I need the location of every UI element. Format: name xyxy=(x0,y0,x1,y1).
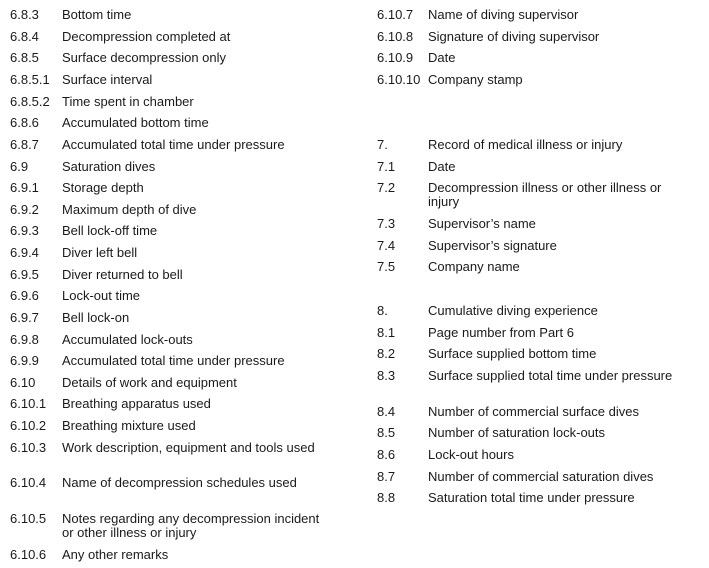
item-text: Bell lock-on xyxy=(62,310,130,325)
item-number: 6.10.7 xyxy=(377,7,414,22)
list-item xyxy=(10,376,324,390)
item-text: Company name xyxy=(428,259,520,274)
list-item xyxy=(377,405,690,419)
item-text: Saturation dives xyxy=(62,159,156,174)
list-item xyxy=(377,181,690,209)
item-number: 6.10.9 xyxy=(377,50,414,65)
item-text: Surface decompression only xyxy=(62,50,227,65)
list-item xyxy=(10,441,324,455)
list-item xyxy=(377,30,690,44)
item-text: Notes regarding any decompression incident or other illness or injury xyxy=(62,511,320,540)
item-number: 6.9.8 xyxy=(10,332,39,347)
item-number: 6.8.5 xyxy=(10,50,39,65)
item-number: 6.9.1 xyxy=(10,180,39,195)
item-number: 6.9.9 xyxy=(10,353,39,368)
list-item xyxy=(377,217,690,231)
item-number: 6.9.5 xyxy=(10,267,39,282)
list-item xyxy=(10,203,324,217)
item-number: 6.8.7 xyxy=(10,137,39,152)
item-number: 6.8.6 xyxy=(10,115,39,130)
item-number: 6.8.5.2 xyxy=(10,94,50,109)
list-item xyxy=(10,548,324,562)
item-text: Lock-out time xyxy=(62,288,141,303)
item-text: Name of decompression schedules used xyxy=(62,475,297,490)
item-number: 7.3 xyxy=(377,216,396,231)
item-text: Diver left bell xyxy=(62,245,138,260)
item-text: Supervisor’s signature xyxy=(428,238,557,253)
item-text: Storage depth xyxy=(62,180,144,195)
item-number: 8.2 xyxy=(377,346,396,361)
item-number: 7.4 xyxy=(377,238,396,253)
list-item xyxy=(377,260,690,274)
item-text: Name of diving supervisor xyxy=(428,7,579,22)
item-text: Time spent in chamber xyxy=(62,94,194,109)
item-number: 8.3 xyxy=(377,368,396,383)
item-number: 8.7 xyxy=(377,469,396,484)
item-number: 6.9.7 xyxy=(10,310,39,325)
item-text: Page number from Part 6 xyxy=(428,325,574,340)
item-text: Maximum depth of dive xyxy=(62,202,197,217)
item-text: Decompression completed at xyxy=(62,29,231,44)
list-item xyxy=(377,138,690,152)
item-number: 6.10.3 xyxy=(10,440,47,455)
list-item xyxy=(10,73,324,87)
item-text: Decompression illness or other illness or injury xyxy=(428,180,662,209)
item-text: Number of commercial saturation dives xyxy=(428,469,654,484)
list-item xyxy=(10,397,324,411)
item-number: 6.10.10 xyxy=(377,72,421,87)
list-item xyxy=(377,470,690,484)
item-text: Surface supplied bottom time xyxy=(428,346,597,361)
list-item xyxy=(10,354,324,368)
list-item xyxy=(377,326,690,340)
item-number: 6.8.4 xyxy=(10,29,39,44)
item-number: 6.9.3 xyxy=(10,223,39,238)
item-text: Work description, equipment and tools used xyxy=(62,440,315,455)
item-text: Cumulative diving experience xyxy=(428,303,598,318)
list-item xyxy=(10,333,324,347)
item-number: 6.10.1 xyxy=(10,396,47,411)
item-text: Bottom time xyxy=(62,7,132,22)
item-text: Number of commercial surface dives xyxy=(428,404,639,419)
list-item xyxy=(10,289,324,303)
list-item xyxy=(377,491,690,505)
item-text: Breathing mixture used xyxy=(62,418,196,433)
item-text: Date xyxy=(428,159,456,174)
item-number: 8.6 xyxy=(377,447,396,462)
list-item xyxy=(10,311,324,325)
list-item xyxy=(10,476,324,490)
list-item xyxy=(377,160,690,174)
list-item xyxy=(377,369,690,383)
item-number: 8.1 xyxy=(377,325,396,340)
item-number: 8.5 xyxy=(377,425,396,440)
list-item xyxy=(10,160,324,174)
item-text: Record of medical illness or injury xyxy=(428,137,623,152)
item-number: 7.2 xyxy=(377,180,396,195)
item-text: Signature of diving supervisor xyxy=(428,29,600,44)
item-text: Accumulated bottom time xyxy=(62,115,209,130)
item-number: 6.9.4 xyxy=(10,245,39,260)
list-item xyxy=(10,224,324,238)
item-number: 6.8.3 xyxy=(10,7,39,22)
item-text: Breathing apparatus used xyxy=(62,396,211,411)
item-number: 6.10.4 xyxy=(10,475,47,490)
list-item xyxy=(10,95,324,109)
item-number: 7.5 xyxy=(377,259,396,274)
item-text: Surface supplied total time under pressure xyxy=(428,368,673,383)
item-text: Saturation total time under pressure xyxy=(428,490,635,505)
item-number: 8.8 xyxy=(377,490,396,505)
item-number: 7. xyxy=(377,137,388,152)
list-item xyxy=(10,116,324,130)
item-number: 6.10.6 xyxy=(10,547,47,562)
list-item xyxy=(10,8,324,22)
item-text: Surface interval xyxy=(62,72,153,87)
list-item xyxy=(377,304,690,318)
list-item xyxy=(10,138,324,152)
item-number: 6.9 xyxy=(10,159,29,174)
item-number: 6.8.5.1 xyxy=(10,72,50,87)
item-number: 6.10.8 xyxy=(377,29,414,44)
item-number: 6.9.6 xyxy=(10,288,39,303)
item-text: Supervisor’s name xyxy=(428,216,536,231)
list-item xyxy=(377,51,690,65)
item-text: Accumulated total time under pressure xyxy=(62,353,285,368)
item-number: 8. xyxy=(377,303,388,318)
item-number: 6.10.2 xyxy=(10,418,47,433)
item-text: Number of saturation lock-outs xyxy=(428,425,606,440)
list-item xyxy=(10,246,324,260)
item-number: 6.10.5 xyxy=(10,511,47,526)
item-text: Date xyxy=(428,50,456,65)
list-item xyxy=(10,181,324,195)
list-item xyxy=(10,268,324,282)
list-item xyxy=(377,448,690,462)
list-item xyxy=(10,30,324,44)
list-item xyxy=(10,512,324,540)
item-text: Details of work and equipment xyxy=(62,375,237,390)
item-text: Accumulated lock-outs xyxy=(62,332,193,347)
item-text: Any other remarks xyxy=(62,547,169,562)
item-number: 7.1 xyxy=(377,159,396,174)
item-text: Lock-out hours xyxy=(428,447,514,462)
item-number: 6.9.2 xyxy=(10,202,39,217)
item-text: Company stamp xyxy=(428,72,523,87)
list-item xyxy=(377,347,690,361)
list-item xyxy=(377,239,690,253)
list-item xyxy=(377,8,690,22)
list-item xyxy=(10,51,324,65)
list-item xyxy=(377,426,690,440)
item-text: Accumulated total time under pressure xyxy=(62,137,285,152)
item-number: 6.10 xyxy=(10,375,36,390)
list-item xyxy=(377,73,690,87)
item-number: 8.4 xyxy=(377,404,396,419)
item-text: Bell lock-off time xyxy=(62,223,158,238)
item-text: Diver returned to bell xyxy=(62,267,183,282)
list-item xyxy=(10,419,324,433)
